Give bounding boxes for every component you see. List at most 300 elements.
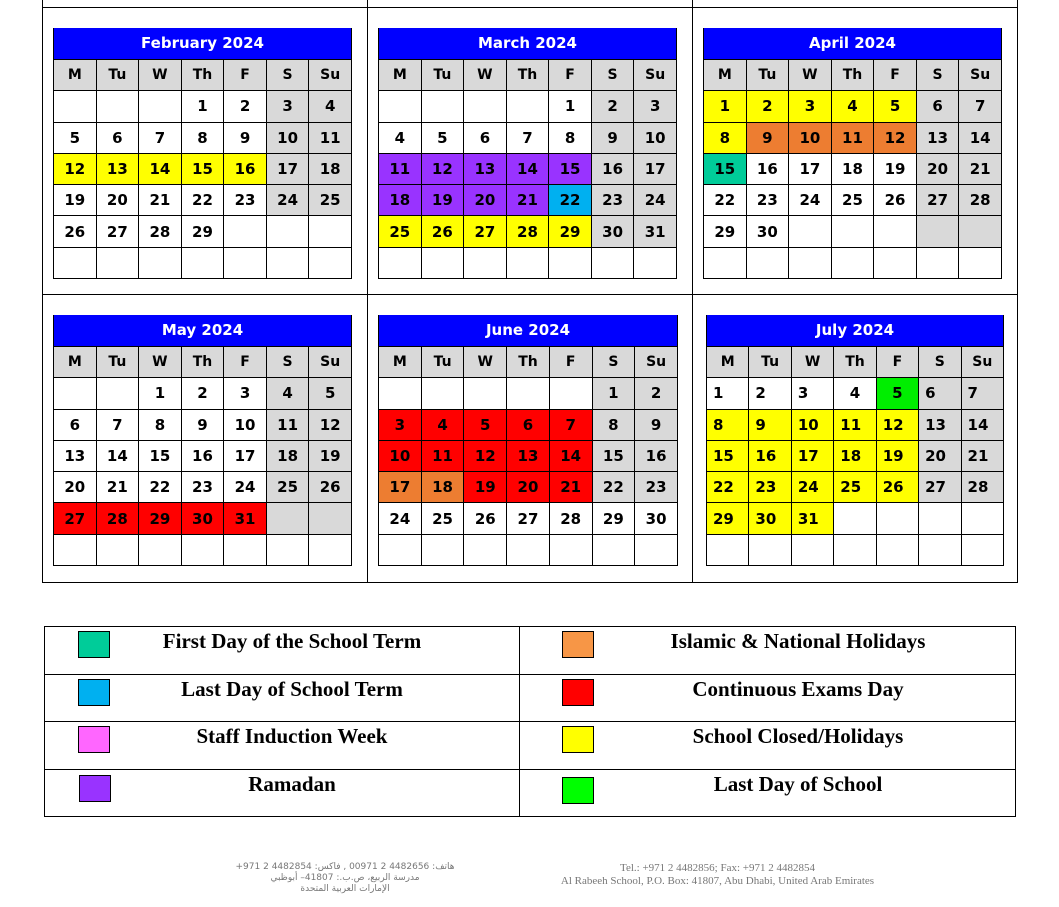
empty-cell xyxy=(379,378,422,409)
week-row xyxy=(379,247,677,278)
legend-item-islamic-national xyxy=(520,627,1016,675)
day-cell: 21 xyxy=(506,185,549,216)
day-cell: 10 xyxy=(266,122,309,153)
day-cell: 5 xyxy=(874,91,917,122)
day-cell: 12 xyxy=(54,153,97,184)
month-title: March 2024 xyxy=(378,28,677,59)
day-cell: 30 xyxy=(181,503,224,534)
empty-cell xyxy=(464,91,507,122)
week-row xyxy=(704,185,1002,216)
day-cell: 2 xyxy=(181,378,224,409)
day-cell: 4 xyxy=(309,91,352,122)
weekday-label: Th xyxy=(506,60,549,91)
day-cell: 11 xyxy=(309,122,352,153)
empty-cell xyxy=(266,503,309,534)
footer-english-line: Tel.: +971 2 4482856; Fax: +971 2 4482854 xyxy=(620,862,815,874)
day-cell: 23 xyxy=(635,472,678,503)
calendar-june xyxy=(378,315,678,566)
day-cell: 30 xyxy=(746,216,789,247)
day-cell: 30 xyxy=(635,503,678,534)
empty-cell xyxy=(789,216,832,247)
empty-cell xyxy=(139,247,182,278)
day-cell: 13 xyxy=(464,153,507,184)
empty-cell xyxy=(507,378,550,409)
day-cell: 19 xyxy=(309,440,352,471)
day-cell: 9 xyxy=(746,122,789,153)
day-cell: 17 xyxy=(379,472,422,503)
day-cell: 16 xyxy=(591,153,634,184)
empty-cell xyxy=(421,378,464,409)
day-cell: 14 xyxy=(959,122,1002,153)
empty-cell xyxy=(421,247,464,278)
day-cell: 5 xyxy=(421,122,464,153)
empty-cell xyxy=(54,247,97,278)
legend xyxy=(44,626,1016,817)
weekday-label: M xyxy=(704,60,747,91)
day-cell: 11 xyxy=(831,122,874,153)
empty-cell xyxy=(54,378,97,409)
day-cell: 23 xyxy=(591,185,634,216)
day-cell: 22 xyxy=(549,185,592,216)
day-cell: 6 xyxy=(96,122,139,153)
empty-cell xyxy=(266,247,309,278)
day-cell: 27 xyxy=(916,185,959,216)
empty-cell xyxy=(464,247,507,278)
footer-arabic-address xyxy=(200,862,490,895)
day-cell: 9 xyxy=(749,409,791,440)
day-cell: 17 xyxy=(266,153,309,184)
weekday-header-row xyxy=(707,347,1004,378)
day-cell: 15 xyxy=(592,440,635,471)
calendar-grid xyxy=(53,59,352,279)
week-row xyxy=(379,440,678,471)
day-cell: 13 xyxy=(54,440,97,471)
day-cell: 8 xyxy=(704,122,747,153)
day-cell: 29 xyxy=(181,216,224,247)
weekday-label: M xyxy=(54,60,97,91)
empty-cell xyxy=(96,378,139,409)
day-cell: 8 xyxy=(592,409,635,440)
day-cell: 5 xyxy=(876,378,918,409)
day-cell: 28 xyxy=(506,216,549,247)
day-cell: 21 xyxy=(139,185,182,216)
calendar-grid xyxy=(378,346,678,566)
weekday-header-row xyxy=(704,60,1002,91)
day-cell: 31 xyxy=(634,216,677,247)
week-row xyxy=(54,440,352,471)
empty-cell xyxy=(874,247,917,278)
empty-cell xyxy=(266,216,309,247)
weekday-label: Th xyxy=(507,347,550,378)
week-row xyxy=(379,534,678,565)
day-cell: 27 xyxy=(919,472,961,503)
day-cell: 22 xyxy=(139,472,182,503)
day-cell: 17 xyxy=(634,153,677,184)
calendar-july xyxy=(706,315,1004,566)
week-row xyxy=(379,503,678,534)
week-row xyxy=(379,153,677,184)
day-cell: 3 xyxy=(789,91,832,122)
empty-cell xyxy=(916,216,959,247)
legend-right-column xyxy=(520,627,1016,816)
weekday-label: F xyxy=(876,347,918,378)
day-cell: 25 xyxy=(834,472,876,503)
weekday-label: M xyxy=(379,60,422,91)
day-cell: 24 xyxy=(266,185,309,216)
day-cell: 16 xyxy=(224,153,267,184)
day-cell: 26 xyxy=(309,472,352,503)
empty-cell xyxy=(379,534,422,565)
weekday-label: S xyxy=(591,60,634,91)
day-cell: 5 xyxy=(54,122,97,153)
footer-arabic-line: مدرسة الربيع، ص.ب.: 41807– أبوظبي xyxy=(270,873,420,883)
weekday-label: M xyxy=(54,347,97,378)
day-cell: 1 xyxy=(139,378,182,409)
day-cell: 3 xyxy=(379,409,422,440)
weekday-header-row xyxy=(54,60,352,91)
empty-cell xyxy=(181,534,224,565)
weekday-label: S xyxy=(919,347,961,378)
week-row xyxy=(704,122,1002,153)
day-cell: 7 xyxy=(549,409,592,440)
day-cell: 20 xyxy=(919,440,961,471)
week-row xyxy=(707,440,1004,471)
week-row xyxy=(54,409,352,440)
legend-label: Staff Induction Week xyxy=(196,724,388,748)
day-cell: 15 xyxy=(139,440,182,471)
day-cell: 11 xyxy=(266,409,309,440)
day-cell: 9 xyxy=(224,122,267,153)
empty-cell xyxy=(874,216,917,247)
day-cell: 4 xyxy=(831,91,874,122)
month-title: May 2024 xyxy=(53,315,352,346)
empty-cell xyxy=(379,91,422,122)
calendar-march xyxy=(378,28,677,279)
day-cell: 15 xyxy=(704,153,747,184)
weekday-label: Th xyxy=(181,347,224,378)
day-cell: 2 xyxy=(749,378,791,409)
day-cell: 26 xyxy=(464,503,507,534)
legend-label: Last Day of School Term xyxy=(181,676,403,701)
weekday-header-row xyxy=(379,60,677,91)
day-cell: 21 xyxy=(96,472,139,503)
empty-cell xyxy=(704,247,747,278)
empty-cell xyxy=(791,534,833,565)
day-cell: 20 xyxy=(96,185,139,216)
day-cell: 13 xyxy=(507,440,550,471)
empty-cell xyxy=(746,247,789,278)
day-cell: 15 xyxy=(549,153,592,184)
calendar-february xyxy=(53,28,352,279)
week-row xyxy=(54,153,352,184)
empty-cell xyxy=(139,91,182,122)
weekday-label: F xyxy=(549,60,592,91)
day-cell: 18 xyxy=(266,440,309,471)
day-cell: 8 xyxy=(549,122,592,153)
legend-item-exams xyxy=(520,675,1016,723)
weekday-label: S xyxy=(266,347,309,378)
day-cell: 5 xyxy=(464,409,507,440)
day-cell: 19 xyxy=(54,185,97,216)
empty-cell xyxy=(831,216,874,247)
day-cell: 14 xyxy=(549,440,592,471)
day-cell: 10 xyxy=(789,122,832,153)
weekday-label: W xyxy=(791,347,833,378)
empty-cell xyxy=(96,534,139,565)
day-cell: 6 xyxy=(916,91,959,122)
legend-item-ramadan xyxy=(45,770,519,818)
day-cell: 2 xyxy=(635,378,678,409)
empty-cell xyxy=(834,503,876,534)
weekday-label: S xyxy=(266,60,309,91)
day-cell: 2 xyxy=(746,91,789,122)
day-cell: 25 xyxy=(309,185,352,216)
empty-cell xyxy=(421,534,464,565)
day-cell: 12 xyxy=(876,409,918,440)
empty-cell xyxy=(507,534,550,565)
day-cell: 10 xyxy=(224,409,267,440)
month-title: February 2024 xyxy=(53,28,352,59)
day-cell: 16 xyxy=(746,153,789,184)
empty-cell xyxy=(181,247,224,278)
day-cell: 24 xyxy=(379,503,422,534)
empty-cell xyxy=(506,91,549,122)
day-cell: 28 xyxy=(961,472,1003,503)
week-row xyxy=(379,91,677,122)
legend-left-column xyxy=(45,627,519,816)
week-row xyxy=(707,378,1004,409)
day-cell: 26 xyxy=(421,216,464,247)
day-cell: 29 xyxy=(139,503,182,534)
empty-cell xyxy=(224,216,267,247)
empty-cell xyxy=(309,216,352,247)
week-row xyxy=(54,216,352,247)
empty-cell xyxy=(421,91,464,122)
legend-item-last-day-school xyxy=(520,770,1016,818)
day-cell: 20 xyxy=(54,472,97,503)
week-row xyxy=(704,153,1002,184)
day-cell: 23 xyxy=(746,185,789,216)
month-title: April 2024 xyxy=(703,28,1002,59)
weekday-label: Tu xyxy=(421,60,464,91)
frame-right xyxy=(1017,0,1018,583)
day-cell: 8 xyxy=(181,122,224,153)
empty-cell xyxy=(834,534,876,565)
calendar-may xyxy=(53,315,352,566)
day-cell: 24 xyxy=(224,472,267,503)
weekday-label: M xyxy=(379,347,422,378)
calendar-grid xyxy=(706,346,1004,566)
frame-middle xyxy=(42,294,1018,295)
day-cell: 28 xyxy=(96,503,139,534)
weekday-label: Tu xyxy=(746,60,789,91)
day-cell: 3 xyxy=(791,378,833,409)
week-row xyxy=(54,472,352,503)
day-cell: 26 xyxy=(874,185,917,216)
day-cell: 25 xyxy=(421,503,464,534)
week-row xyxy=(379,378,678,409)
day-cell: 3 xyxy=(634,91,677,122)
weekday-label: F xyxy=(224,60,267,91)
day-cell: 14 xyxy=(96,440,139,471)
day-cell: 6 xyxy=(464,122,507,153)
weekday-header-row xyxy=(54,347,352,378)
legend-item-first-day-term xyxy=(45,627,519,675)
frame-top xyxy=(42,7,1018,8)
week-row xyxy=(54,122,352,153)
day-cell: 18 xyxy=(831,153,874,184)
day-cell: 25 xyxy=(831,185,874,216)
legend-item-staff-induction xyxy=(45,722,519,770)
empty-cell xyxy=(506,247,549,278)
day-cell: 7 xyxy=(961,378,1003,409)
empty-cell xyxy=(789,247,832,278)
day-cell: 1 xyxy=(181,91,224,122)
empty-cell xyxy=(961,503,1003,534)
empty-cell xyxy=(549,247,592,278)
empty-cell xyxy=(96,91,139,122)
weekday-label: Su xyxy=(634,60,677,91)
day-cell: 7 xyxy=(139,122,182,153)
weekday-label: Su xyxy=(961,347,1003,378)
day-cell: 4 xyxy=(834,378,876,409)
weekday-label: Su xyxy=(635,347,678,378)
day-cell: 10 xyxy=(791,409,833,440)
empty-cell xyxy=(224,534,267,565)
empty-cell xyxy=(96,247,139,278)
weekday-label: W xyxy=(789,60,832,91)
day-cell: 17 xyxy=(789,153,832,184)
day-cell: 17 xyxy=(791,440,833,471)
day-cell: 24 xyxy=(789,185,832,216)
day-cell: 6 xyxy=(919,378,961,409)
month-title: June 2024 xyxy=(378,315,678,346)
week-row xyxy=(54,185,352,216)
day-cell: 3 xyxy=(266,91,309,122)
empty-cell xyxy=(464,378,507,409)
weekday-label: Tu xyxy=(96,347,139,378)
weekday-label: F xyxy=(874,60,917,91)
day-cell: 16 xyxy=(181,440,224,471)
empty-cell xyxy=(464,534,507,565)
day-cell: 24 xyxy=(634,185,677,216)
day-cell: 27 xyxy=(507,503,550,534)
empty-cell xyxy=(591,247,634,278)
legend-item-closed-holidays xyxy=(520,722,1016,770)
day-cell: 20 xyxy=(464,185,507,216)
month-title: July 2024 xyxy=(706,315,1004,346)
empty-cell xyxy=(309,534,352,565)
day-cell: 20 xyxy=(916,153,959,184)
empty-cell xyxy=(876,503,918,534)
day-cell: 14 xyxy=(506,153,549,184)
frame-divider-2 xyxy=(692,0,693,583)
legend-label: School Closed/Holidays xyxy=(692,724,904,748)
empty-cell xyxy=(634,247,677,278)
day-cell: 23 xyxy=(181,472,224,503)
empty-cell xyxy=(749,534,791,565)
legend-label: Islamic & National Holidays xyxy=(670,629,926,653)
empty-cell xyxy=(549,534,592,565)
frame-left xyxy=(42,0,43,583)
day-cell: 21 xyxy=(549,472,592,503)
week-row xyxy=(54,91,352,122)
week-row xyxy=(707,409,1004,440)
day-cell: 13 xyxy=(916,122,959,153)
day-cell: 15 xyxy=(181,153,224,184)
weekday-label: S xyxy=(916,60,959,91)
day-cell: 11 xyxy=(421,440,464,471)
day-cell: 8 xyxy=(707,409,749,440)
legend-item-last-day-term xyxy=(45,675,519,723)
day-cell: 30 xyxy=(591,216,634,247)
day-cell: 19 xyxy=(421,185,464,216)
day-cell: 1 xyxy=(707,378,749,409)
day-cell: 7 xyxy=(506,122,549,153)
weekday-label: Su xyxy=(309,60,352,91)
empty-cell xyxy=(309,503,352,534)
weekday-label: Su xyxy=(309,347,352,378)
day-cell: 24 xyxy=(791,472,833,503)
empty-cell xyxy=(919,503,961,534)
empty-cell xyxy=(309,247,352,278)
weekday-header-row xyxy=(379,347,678,378)
day-cell: 31 xyxy=(224,503,267,534)
day-cell: 18 xyxy=(834,440,876,471)
empty-cell xyxy=(916,247,959,278)
calendar-grid xyxy=(53,346,352,566)
day-cell: 22 xyxy=(704,185,747,216)
day-cell: 3 xyxy=(224,378,267,409)
day-cell: 28 xyxy=(139,216,182,247)
empty-cell xyxy=(707,534,749,565)
weekday-label: F xyxy=(224,347,267,378)
weekday-label: Th xyxy=(834,347,876,378)
day-cell: 6 xyxy=(507,409,550,440)
day-cell: 31 xyxy=(791,503,833,534)
weekday-label: Th xyxy=(831,60,874,91)
empty-cell xyxy=(919,534,961,565)
day-cell: 11 xyxy=(379,153,422,184)
week-row xyxy=(54,247,352,278)
week-row xyxy=(379,472,678,503)
day-cell: 12 xyxy=(309,409,352,440)
weekday-label: W xyxy=(464,347,507,378)
day-cell: 1 xyxy=(549,91,592,122)
weekday-label: M xyxy=(707,347,749,378)
empty-cell xyxy=(379,247,422,278)
day-cell: 9 xyxy=(181,409,224,440)
footer-english-address xyxy=(520,862,915,888)
day-cell: 9 xyxy=(591,122,634,153)
day-cell: 18 xyxy=(309,153,352,184)
week-row xyxy=(54,503,352,534)
day-cell: 12 xyxy=(421,153,464,184)
empty-cell xyxy=(54,91,97,122)
day-cell: 16 xyxy=(749,440,791,471)
empty-cell xyxy=(549,378,592,409)
weekday-label: W xyxy=(464,60,507,91)
day-cell: 27 xyxy=(54,503,97,534)
day-cell: 22 xyxy=(181,185,224,216)
day-cell: 25 xyxy=(266,472,309,503)
day-cell: 20 xyxy=(507,472,550,503)
day-cell: 10 xyxy=(634,122,677,153)
day-cell: 14 xyxy=(139,153,182,184)
empty-cell xyxy=(266,534,309,565)
day-cell: 22 xyxy=(592,472,635,503)
footer-arabic-line: الإمارات العربية المتحدة xyxy=(300,884,390,894)
